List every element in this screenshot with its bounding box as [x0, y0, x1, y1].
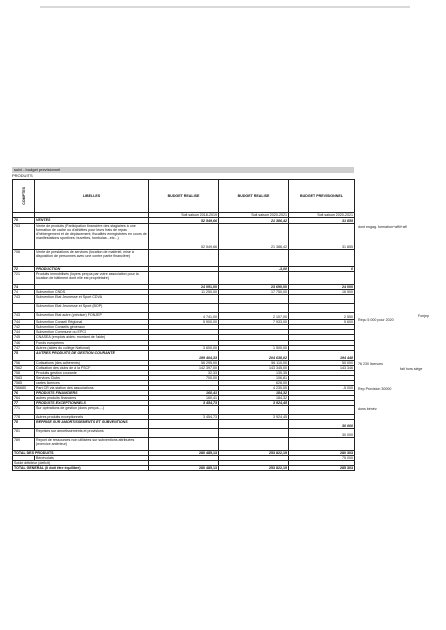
- cell-col2: 2 107,00: [219, 313, 289, 320]
- cell-code: 74: [13, 285, 35, 290]
- cell-col1: 142 397,00: [149, 366, 219, 371]
- cell-code: 744: [13, 330, 35, 335]
- cell-col3: [289, 438, 355, 451]
- cell-col1: 56 295,00: [149, 361, 219, 366]
- cell-col3: 0: [289, 267, 355, 272]
- cell-label: Vente de prestations de services (location de matériel, mise à disposition de personnes avec une contre partie financière): [35, 250, 149, 267]
- cell-label: Produits immobilisés (loyers perçus par votre association pour la location de bâtiment dont elle est propriétaire): [35, 272, 149, 285]
- cell-label: Produits gestion courante: [35, 371, 149, 376]
- budget-table: [12, 179, 355, 471]
- cell-col3: 16 500: [289, 290, 355, 295]
- margin-note: Reçu 5 000 pour 2020: [358, 317, 394, 322]
- header-comptes: COMPTES: [13, 180, 35, 213]
- cell-label: Autres produits exceptionnels: [35, 415, 149, 420]
- cell-col2: 21 386,42: [219, 224, 289, 250]
- margin-note: dont engag. formation+affil+aff: [358, 224, 407, 229]
- cell-col1: 3 600,00: [149, 346, 219, 351]
- cell-col3: [289, 295, 355, 304]
- cell-code: 743: [13, 295, 35, 304]
- cell-code: 758: [13, 371, 35, 376]
- cell-code: 78: [13, 420, 35, 429]
- period-col1: Soit saison 2018-2019: [149, 213, 219, 218]
- cell-col1: [149, 250, 219, 267]
- margin-note: Rep Provision 30000: [358, 386, 392, 391]
- header-libelles: LIBELLES: [35, 180, 149, 213]
- cell-col1: [149, 304, 219, 313]
- cell-col3: 285 303: [289, 466, 355, 471]
- cell-code: 74: [13, 290, 35, 295]
- cell-code: 746: [13, 341, 35, 346]
- cell-col2: [219, 438, 289, 451]
- cell-code: 76: [13, 391, 35, 396]
- cell-code: 744: [13, 320, 35, 325]
- header-col3: BUDGET PREVISIONNEL: [289, 180, 355, 213]
- cell-col2: 23 690,00: [219, 285, 289, 290]
- cell-col2: 184,32: [219, 391, 289, 396]
- cell-col1: [149, 429, 219, 438]
- cell-code: 756: [13, 361, 35, 366]
- table-row: [13, 250, 355, 267]
- cell-col2: 204 638,02: [219, 351, 289, 361]
- cell-label: Subvention Commune ou EPCI: [35, 330, 149, 335]
- table-row: [13, 420, 355, 429]
- cell-col2: [219, 304, 289, 313]
- cell-col2: [219, 406, 289, 415]
- cell-col1: 199 404,33: [149, 351, 219, 361]
- scan-artifact: [40, 6, 410, 8]
- cell-col2: 3 924,45: [219, 415, 289, 420]
- cell-label: Subvention CNDS: [35, 290, 149, 295]
- margin-note: dons bénév.: [358, 406, 378, 411]
- cell-col3: 280 303: [289, 451, 355, 456]
- table-row: [13, 466, 355, 471]
- cell-code: 7562: [13, 366, 35, 371]
- cell-label: Sur opérations de gestion (dons perçus,...): [35, 406, 149, 415]
- cell-col3: -5 000: [289, 386, 355, 391]
- cell-label: Fonds européens: [35, 341, 149, 346]
- cell-label: Vente de produits (Participation financière des stagiaires à une formation de cadre ou d'athlètes pour leurs frais de repas d'hébergement et de déplacement; fiscalités enregistrées en cours de manifestations sportives: buvettes, tombolas...etc...): [35, 224, 149, 250]
- cell-col2: 17 750,00: [219, 290, 289, 295]
- cell-label: Reprises sur amortissements et provisions: [35, 429, 149, 438]
- cell-label: AUTRES PRODUITS DE GESTION COURANTE: [35, 351, 149, 361]
- cell-col2: [219, 429, 289, 438]
- cell-code: 7585: [13, 381, 35, 386]
- cell-col1: 52 549,66: [149, 224, 219, 250]
- cell-col3: [289, 250, 355, 267]
- table-row: [13, 304, 355, 313]
- cell-col3: 50 000: [289, 361, 355, 366]
- cell-col1: [149, 420, 219, 429]
- cell-col1: 52 549,66: [149, 218, 219, 224]
- cell-code: 72: [13, 267, 35, 272]
- cell-col3: 194 448: [289, 351, 355, 361]
- cell-col3: 24 000: [289, 285, 355, 290]
- table-row: [13, 313, 355, 320]
- margin-note: Fonjep: [418, 313, 429, 318]
- cell-label: CNASEA (emplois aidés: montant de l'aide): [35, 335, 149, 341]
- cell-col1: [149, 295, 219, 304]
- cell-col2: [219, 295, 289, 304]
- cell-code: 781: [13, 429, 35, 438]
- document-title: suivi - budget previsionnel: [12, 167, 354, 173]
- cell-label: Subvention Etat autre (préciser) FONJEP: [35, 313, 149, 320]
- header-col1: BUDGET REALISE: [149, 180, 219, 213]
- cell-col3: 75 000: [289, 456, 355, 461]
- cell-col1: 32,33: [149, 371, 219, 376]
- cell-code: 771: [13, 406, 35, 415]
- section-title: PRODUITS: [12, 173, 33, 178]
- header-row: [13, 180, 355, 213]
- cell-col3: 31 855: [289, 218, 355, 224]
- cell-code: 75: [13, 351, 35, 361]
- cell-label: PRODUCTION: [35, 267, 149, 272]
- cell-code: 706: [13, 250, 35, 267]
- cell-col1: [149, 406, 219, 415]
- cell-col2: -3,00: [219, 267, 289, 272]
- table-row: [13, 438, 355, 451]
- cell-col3: 5 600: [289, 320, 355, 325]
- period-col2: Soit saison 2020-2021: [219, 213, 289, 218]
- table-row: [13, 351, 355, 361]
- cell-col3: 2 550: [289, 313, 355, 320]
- table-row: [13, 272, 355, 285]
- margin-note: fait hors siège: [400, 366, 423, 371]
- table-row: [13, 224, 355, 250]
- cell-code: 778: [13, 415, 35, 420]
- cell-col3: 31 855: [289, 224, 355, 250]
- cell-col1: 5 900,00: [149, 320, 219, 325]
- cell-code: 789: [13, 438, 35, 451]
- cell-col2: [219, 420, 289, 429]
- cell-code: 743: [13, 313, 35, 320]
- cell-col1: [149, 272, 219, 285]
- cell-code: 77: [13, 401, 35, 406]
- cell-code: 745: [13, 335, 35, 341]
- cell-col1: 4 741,00: [149, 313, 219, 320]
- cell-col1: [149, 438, 219, 451]
- cell-label: Bénévolats: [35, 456, 149, 461]
- table-row: [13, 429, 355, 438]
- cell-label: PRODUITS FINANCIERS: [35, 391, 149, 396]
- cell-col3: 143 346: [289, 366, 355, 371]
- cell-col3: [289, 304, 355, 313]
- cell-col2: 7 933,00: [219, 320, 289, 325]
- cell-col1: 280 485,13: [149, 466, 219, 471]
- cell-col1: 160,41: [149, 396, 219, 401]
- header-col2: BUDGET REALISE: [219, 180, 289, 213]
- cell-code: 756680: [13, 386, 35, 391]
- cell-col2: 4 230,00: [219, 386, 289, 391]
- cell-label: Subvention Conseil Régional: [35, 320, 149, 325]
- cell-code: 747: [13, 346, 35, 351]
- cell-col1: 24 091,00: [149, 285, 219, 290]
- cell-col2: 253 822,19: [219, 451, 289, 456]
- cell-col2: [219, 250, 289, 267]
- cell-col1: 700,00: [149, 376, 219, 381]
- cell-label: Part CR via station des associations: [35, 386, 149, 391]
- table-row: [13, 295, 355, 304]
- cell-col2: 56 110,00: [219, 361, 289, 366]
- row-label: Solde débiteur (deficit): [13, 461, 149, 466]
- cell-col2: 106,81: [219, 376, 289, 381]
- cell-label: Cotisation des clubs de à la FSCF: [35, 366, 149, 371]
- cell-label: Subvention Etat Jeunesse et Sport CDVA: [35, 295, 149, 304]
- cell-label: Cotisations (des adhérents): [35, 361, 149, 366]
- cell-col2: 626,00: [219, 381, 289, 386]
- cell-code: 721: [13, 272, 35, 285]
- row-label: TOTAL GENERAL (il doit être équilibré): [13, 466, 149, 471]
- cell-col1: 11 250,00: [149, 290, 219, 295]
- cell-label: cartes licences: [35, 381, 149, 386]
- cell-col2: [219, 272, 289, 285]
- cell-col3: [289, 406, 355, 415]
- cell-col1: 280 485,13: [149, 451, 219, 456]
- cell-col3: [289, 272, 355, 285]
- cell-label: Services Clubs: [35, 376, 149, 381]
- cell-code: 764: [13, 396, 35, 401]
- cell-label: autres produits financiers: [35, 396, 149, 401]
- cell-col2: 143 345,00: [219, 366, 289, 371]
- margin-note: 76 230 licences: [358, 361, 383, 366]
- cell-label: VENTES: [35, 218, 149, 224]
- cell-col1: 3 454,73: [149, 415, 219, 420]
- cell-col2: 253 822,19: [219, 466, 289, 471]
- cell-col2: 135,35: [219, 371, 289, 376]
- cell-code: 70: [13, 218, 35, 224]
- cell-label: Subvention Conseils généraux: [35, 325, 149, 330]
- period-col3: Soit saison 2020-2021: [289, 213, 355, 218]
- cell-col1: 3 454,73: [149, 401, 219, 406]
- cell-code: 742: [13, 325, 35, 330]
- cell-col3: 30 000: [289, 420, 355, 429]
- cell-col2: 1 500,00: [219, 346, 289, 351]
- cell-col2: 3 924,45: [219, 401, 289, 406]
- cell-code: 7583: [13, 376, 35, 381]
- cell-label: Subvention Etat Jeunesse et Sport (BOP): [35, 304, 149, 313]
- cell-col2: 21 386,42: [219, 218, 289, 224]
- row-label: TOTAL DES PRODUITS: [13, 451, 149, 456]
- cell-label: Autres (aides du collège National): [35, 346, 149, 351]
- cell-code: 703: [13, 224, 35, 250]
- cell-col3: 30 000: [289, 429, 355, 438]
- table-row: [13, 406, 355, 415]
- cell-label: Report de ressources non utilisées sur subventions attribuées (exercice antérieur): [35, 438, 149, 451]
- cell-code: [13, 304, 35, 313]
- cell-label: REPRISE SUR AMORTISSEMENTS ET SUBVENTIONS: [35, 420, 149, 429]
- cell-col1: 160,41: [149, 391, 219, 396]
- cell-col2: 184,32: [219, 396, 289, 401]
- cell-label: PRODUITS EXCEPTIONNELS: [35, 401, 149, 406]
